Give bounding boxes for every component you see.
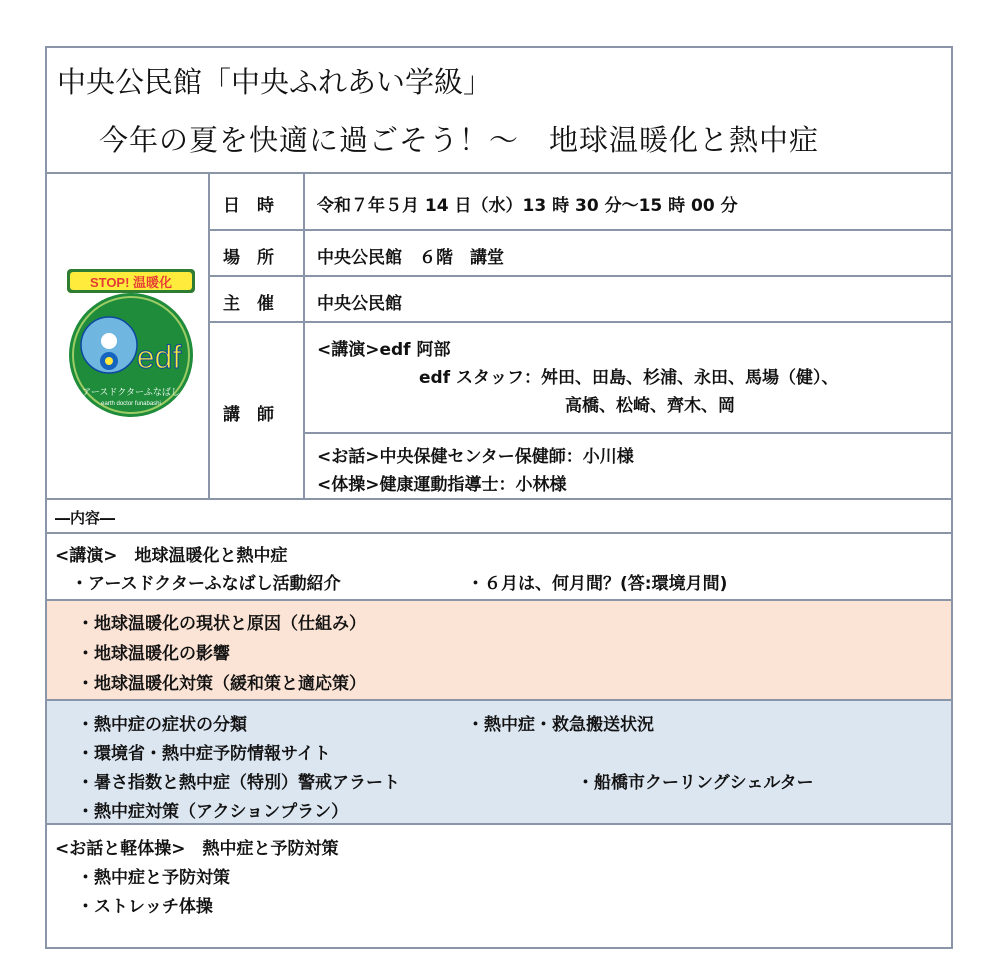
divider-heading xyxy=(47,532,951,534)
label-datetime: 日 時 xyxy=(223,196,274,216)
value-host: 中央公民館 xyxy=(317,294,402,314)
section1-title: <講演> 地球温暖化と熱中症 xyxy=(55,546,288,566)
label-lecturer: 講 師 xyxy=(223,405,274,425)
title-line-2: 今年の夏を快適に過ごそう！～ 地球温暖化と熱中症 xyxy=(99,123,820,157)
value-lecturer-4: <お話>中央保健センター保健師：小川様 xyxy=(317,447,634,467)
section3-title: <お話と軽体操> 熱中症と予防対策 xyxy=(55,839,339,859)
blue-item-5: ・船橋市クーリングシェルター xyxy=(577,773,814,793)
label-place: 場 所 xyxy=(223,248,274,268)
value-datetime: 令和７年５月 14 日（水）13 時 30 分～15 時 00 分 xyxy=(317,196,738,216)
divider-row-4 xyxy=(303,432,951,434)
blue-item-1: ・熱中症の症状の分類 xyxy=(77,715,247,735)
blue-item-6: ・熱中症対策（アクションプラン） xyxy=(77,802,349,822)
orange-item-2: ・地球温暖化の影響 xyxy=(77,644,230,664)
edf-logo-icon xyxy=(61,263,201,423)
value-lecturer-5: <体操>健康運動指導士：小林様 xyxy=(317,475,567,495)
logo xyxy=(61,263,201,423)
section3-item-1: ・熱中症と予防対策 xyxy=(77,868,230,888)
divider-label xyxy=(303,172,305,498)
value-lecturer-2: edf スタッフ：舛田、田島、杉浦、永田、馬場（健）、 xyxy=(419,368,839,388)
section3-item-2: ・ストレッチ体操 xyxy=(77,897,213,917)
label-host: 主 催 xyxy=(223,294,274,314)
divider-row-2 xyxy=(208,275,951,277)
flyer xyxy=(45,46,953,949)
title-line-1: 中央公民館「中央ふれあい学級」 xyxy=(57,65,493,99)
section1-item-2: ・６月は、何月間？(答:環境月間) xyxy=(467,574,728,594)
blue-item-4: ・暑さ指数と熱中症（特別）警戒アラート xyxy=(77,773,400,793)
logo-banner-text: STOP! 温暖化 xyxy=(89,275,173,290)
divider-logo xyxy=(208,172,210,498)
value-lecturer-3: 高橋、松崎、齊木、岡 xyxy=(565,396,735,416)
blue-item-3: ・環境省・熱中症予防情報サイト xyxy=(77,744,331,764)
section1-item-1: ・アースドクターふなばし活動紹介 xyxy=(71,574,341,594)
blue-item-2: ・熱中症・救急搬送状況 xyxy=(467,715,654,735)
divider-orange-top xyxy=(47,599,951,601)
orange-item-1: ・地球温暖化の現状と原因（仕組み） xyxy=(77,614,366,634)
logo-caption-en: earth doctor funabashi xyxy=(101,401,161,407)
divider-info-end xyxy=(47,498,951,500)
logo-mark-text: edf xyxy=(136,339,182,375)
divider-section3 xyxy=(47,823,951,825)
logo-caption-jp: アースドクターふなばし xyxy=(82,387,180,397)
content-heading: ―内容― xyxy=(55,509,116,527)
orange-item-3: ・地球温暖化対策（緩和策と適応策） xyxy=(77,674,366,694)
divider-title xyxy=(47,172,951,174)
value-place: 中央公民館 ６階 講堂 xyxy=(317,248,504,268)
divider-row-1 xyxy=(208,229,951,231)
value-lecturer-1: <講演>edf 阿部 xyxy=(317,340,451,360)
divider-row-3 xyxy=(208,321,951,323)
